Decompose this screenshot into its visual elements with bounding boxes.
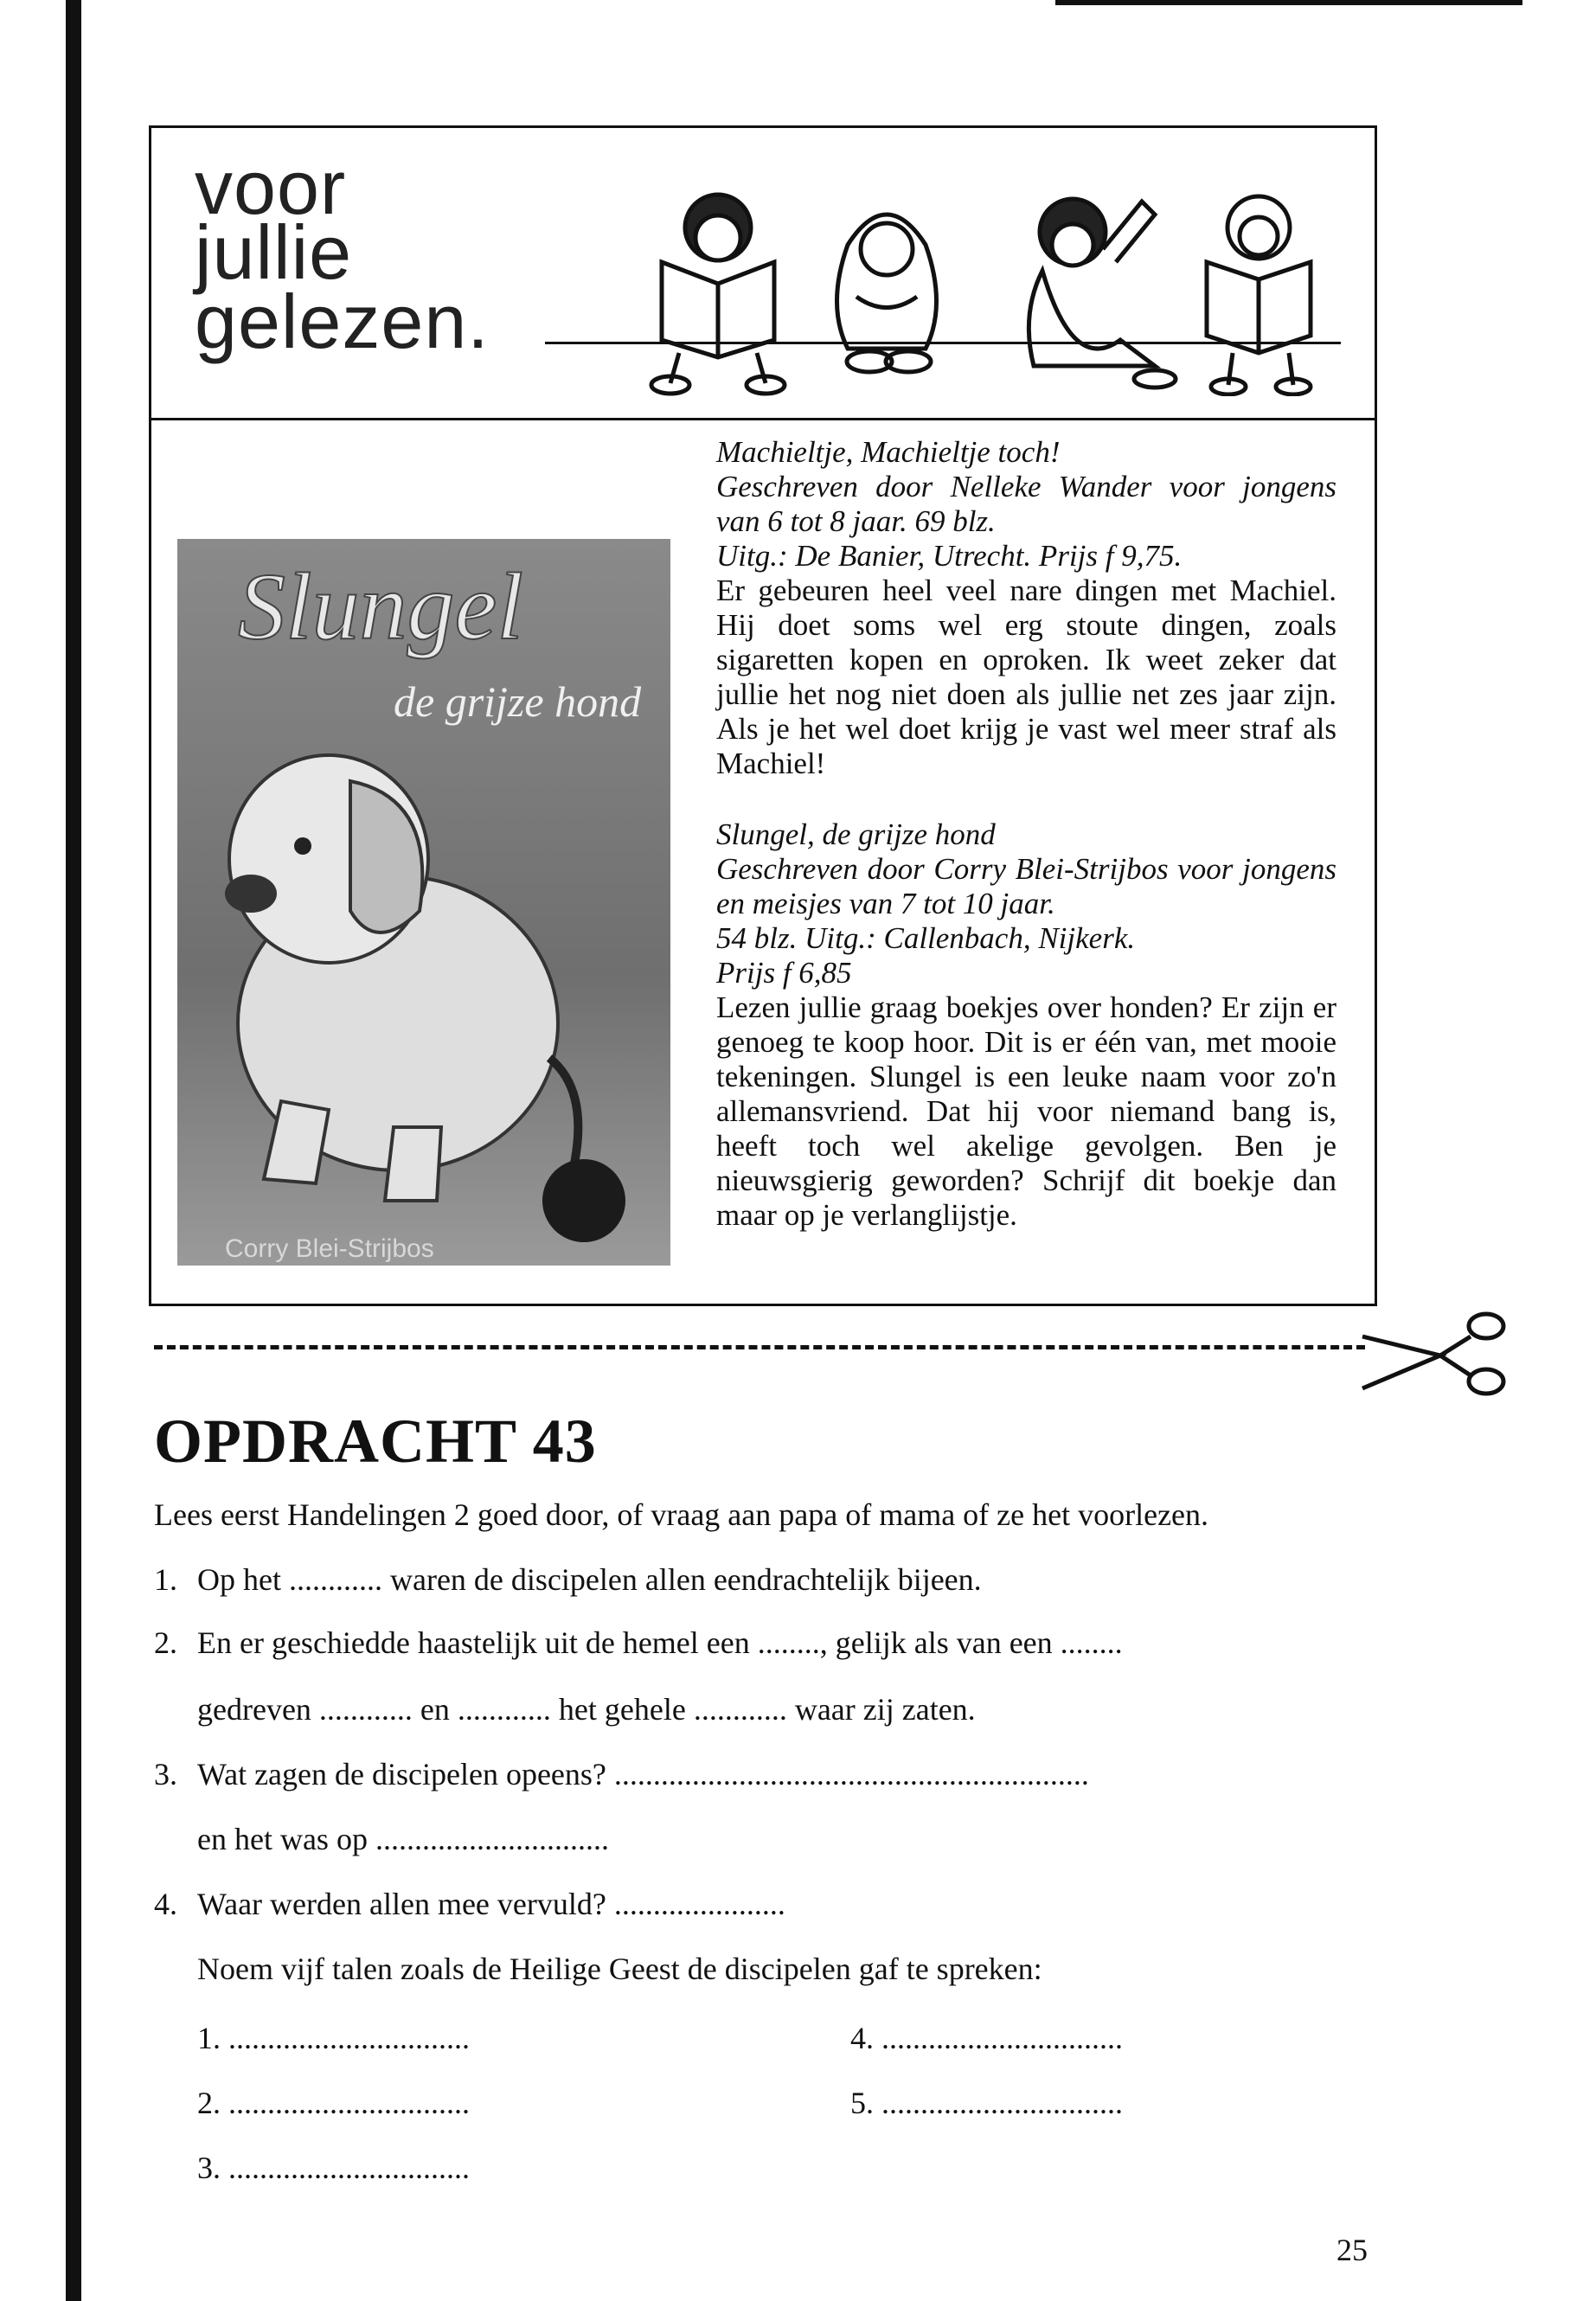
reading-children-illustration	[636, 167, 1354, 396]
binding-edge	[66, 0, 81, 2301]
page-number: 25	[1336, 2233, 1368, 2267]
review-byline: Geschreven door Nelleke Wander voor jongens van 6 tot 8 jaar. 69 blz.	[716, 470, 1336, 538]
scissors-icon	[1358, 1302, 1509, 1397]
review-title: Slungel, de grijze hond	[716, 817, 996, 851]
review-title: Machieltje, Machieltje toch!	[716, 435, 1061, 469]
question-3-continued: en het was op ..............................	[197, 1822, 609, 1856]
cut-line	[154, 1345, 1365, 1349]
question-number: 4.	[154, 1887, 177, 1921]
heading-line-1: voor	[195, 144, 347, 230]
review-box	[149, 125, 1377, 1306]
assignment-intro: Lees eerst Handelingen 2 goed door, of vraag aan papa of mama of ze het voorlezen.	[154, 1497, 1209, 1532]
review-body: Lezen jullie graag boekjes over honden? Er zijn er genoeg te koop hoor. Dit is er één van, met mooie tekeningen. Slungel is een leuke naam voor zo'n allemansvriend. Dat hij voor niemand bang is, heeft toch wel akelige gevolgen. Ben je nieuwsgierig geworden? Schrijf dit boekje dan maar op je verlanglijstje.	[716, 990, 1336, 1232]
answer-line[interactable]: 5. ...............................	[850, 2086, 1123, 2120]
review-price: Prijs f 6,85	[716, 956, 852, 990]
answer-line[interactable]: 2. ...............................	[197, 2086, 470, 2120]
answer-line[interactable]: 1. ...............................	[197, 2021, 470, 2055]
cover-title: Slungel	[238, 554, 523, 659]
review-byline: Geschreven door Corry Blei-Strijbos voor jongens en meisjes van 7 tot 10 jaar.	[716, 852, 1336, 920]
question-2-continued: gedreven ............ en ............ het gehele ............ waar zij zaten.	[197, 1692, 976, 1727]
review-publisher: 54 blz. Uitg.: Callenbach, Nijkerk.	[716, 921, 1136, 955]
top-edge-bar	[1055, 0, 1522, 5]
question-number: 1.	[154, 1562, 177, 1597]
cover-author: Corry Blei-Strijbos	[225, 1234, 434, 1263]
review-publisher: Uitg.: De Banier, Utrecht. Prijs f 9,75.	[716, 539, 1183, 573]
cover-subtitle: de grijze hond	[394, 677, 642, 726]
review-body: Er gebeuren heel veel nare dingen met Machiel. Hij doet soms wel erg stoute dingen, zoals sigaretten kopen en oproken. Ik weet zeker dat jullie het nog niet doen als jullie net zes jaar zijn. Als je het wel doet krijg je vast wel meer straf als Machiel!	[716, 574, 1336, 780]
review-machieltje	[716, 435, 1336, 781]
answer-line[interactable]: 4. ...............................	[850, 2021, 1123, 2055]
question-4-instruction: Noem vijf talen zoals de Heilige Geest de discipelen gaf te spreken:	[197, 1952, 1042, 1986]
answer-line[interactable]: 3. ...............................	[197, 2150, 470, 2185]
book-cover-image	[177, 539, 670, 1266]
question-number: 2.	[154, 1625, 177, 1660]
question-2: En er geschiedde haastelijk uit de hemel een ........, gelijk als van een ........	[197, 1625, 1123, 1660]
review-slungel	[716, 817, 1336, 1233]
heading-line-2: jullie	[195, 209, 353, 295]
section-header	[151, 128, 1375, 420]
question-4: Waar werden allen mee vervuld? ......................	[197, 1887, 785, 1921]
assignment-title: OPDRACHT 43	[154, 1407, 597, 1476]
book-reviews	[716, 435, 1336, 1233]
heading-line-3: gelezen.	[195, 279, 490, 364]
ball-illustration	[542, 1159, 625, 1242]
question-3: Wat zagen de discipelen opeens? .............................................................	[197, 1757, 1089, 1791]
question-1: Op het ............ waren de discipelen allen eendrachtelijk bijeen.	[197, 1562, 982, 1597]
question-number: 3.	[154, 1757, 177, 1791]
